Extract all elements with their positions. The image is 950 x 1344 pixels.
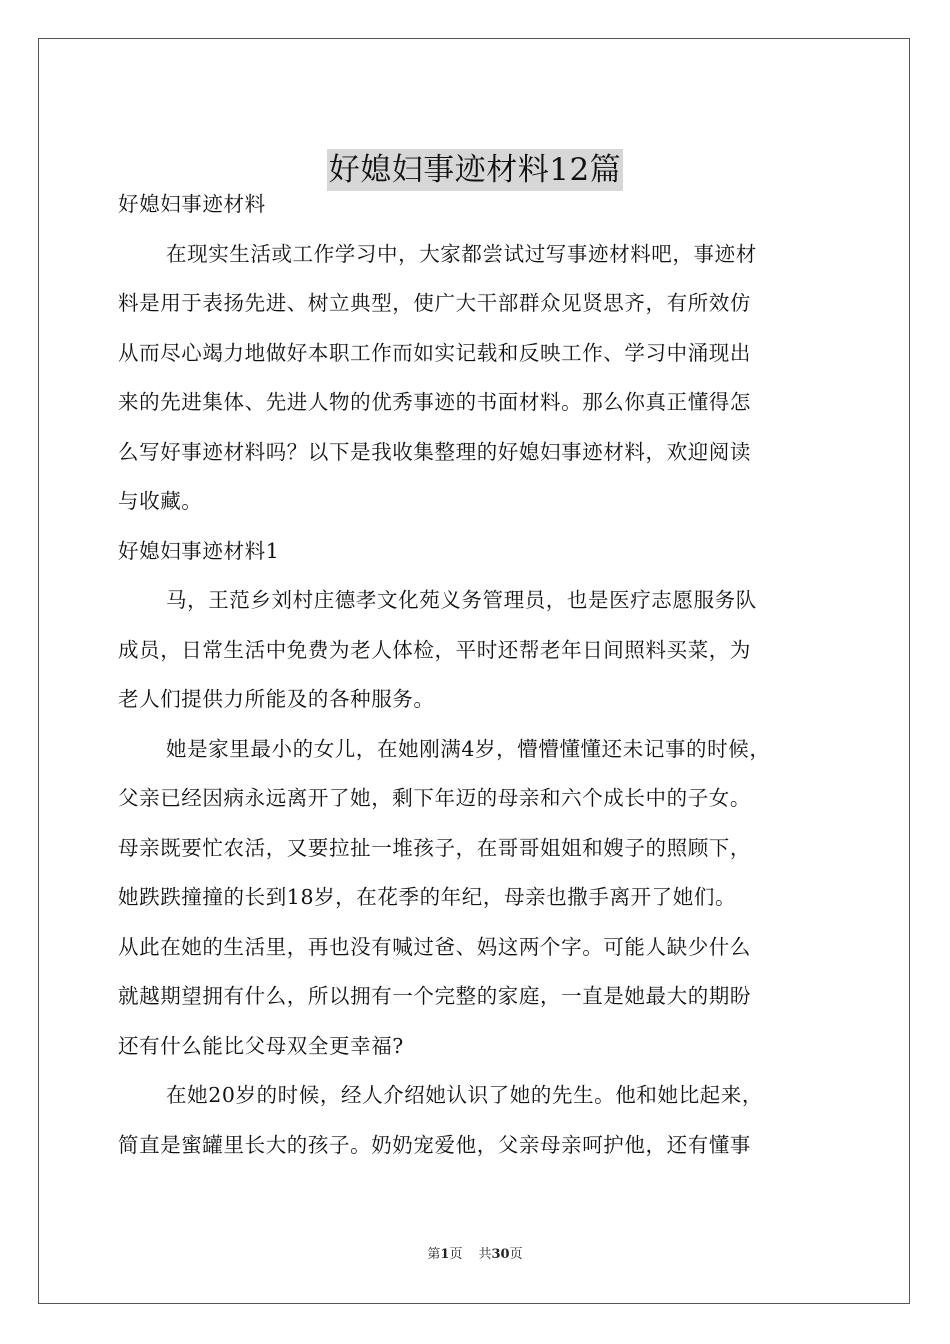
text-line: 料是用于表扬先进、树立典型，使广大干部群众见贤思齐，有所效仿 — [118, 291, 751, 315]
text-line: 从而尽心竭力地做好本职工作而如实记载和反映工作、学习中涌现出 — [118, 340, 751, 365]
total-suffix: 页 — [509, 1247, 523, 1262]
text-line: 就越期望拥有什么，所以拥有一个完整的家庭，一直是她最大的期盼 — [118, 984, 751, 1008]
text-line: 马，王范乡刘村庄德孝文化苑义务管理员，也是医疗志愿服务队 — [166, 588, 757, 612]
text-line: 与收藏。 — [118, 489, 203, 513]
text-line: 从此在她的生活里，再也没有喊过爸、妈这两个字。可能人缺少什么 — [118, 934, 751, 959]
document-body — [118, 180, 838, 1170]
page-suffix: 页 — [449, 1247, 463, 1262]
text-line: 老人们提供力所能及的各种服务。 — [118, 687, 435, 711]
text-line: 简直是蜜罐里长大的孩子。奶奶宠爱他，父亲母亲呵护他，还有懂事 — [118, 1132, 751, 1157]
text-line: 在她20岁的时候，经人介绍她认识了她的先生。他和她比起来， — [166, 1083, 763, 1107]
text-line: 好媳妇事迹材料1 — [118, 538, 280, 563]
page-prefix: 第 — [427, 1247, 441, 1262]
document-title: 好媳妇事迹材料12篇 — [327, 149, 623, 191]
text-line: 她是家里最小的女儿，在她刚满4岁，懵懵懂懂还未记事的时候， — [166, 736, 771, 761]
total-page-count: 30 — [491, 1247, 510, 1262]
page-footer — [0, 1246, 950, 1264]
text-line: 成员，日常生活中免费为老人体检，平时还帮老年日间照料买菜，为 — [118, 637, 751, 662]
text-line: 母亲既要忙农活，又要拉扯一堆孩子，在哥哥姐姐和嫂子的照顾下， — [118, 835, 751, 860]
text-line: 来的先进集体、先进人物的优秀事迹的书面材料。那么你真正懂得怎 — [118, 390, 751, 414]
total-prefix: 共 — [478, 1247, 492, 1262]
text-line: 还有什么能比父母双全更幸福? — [118, 1033, 404, 1058]
current-page-number: 1 — [440, 1247, 450, 1262]
text-line: 父亲已经因病永远离开了她，剩下年迈的母亲和六个成长中的子女。 — [118, 786, 751, 810]
text-line: 么写好事迹材料吗？以下是我收集整理的好媳妇事迹材料，欢迎阅读 — [118, 439, 751, 464]
text-line: 在现实生活或工作学习中，大家都尝试过写事迹材料吧，事迹材 — [166, 241, 757, 266]
text-line: 她跌跌撞撞的长到18岁，在花季的年纪，母亲也撒手离开了她们。 — [118, 885, 737, 909]
text-line: 好媳妇事迹材料 — [118, 192, 266, 216]
